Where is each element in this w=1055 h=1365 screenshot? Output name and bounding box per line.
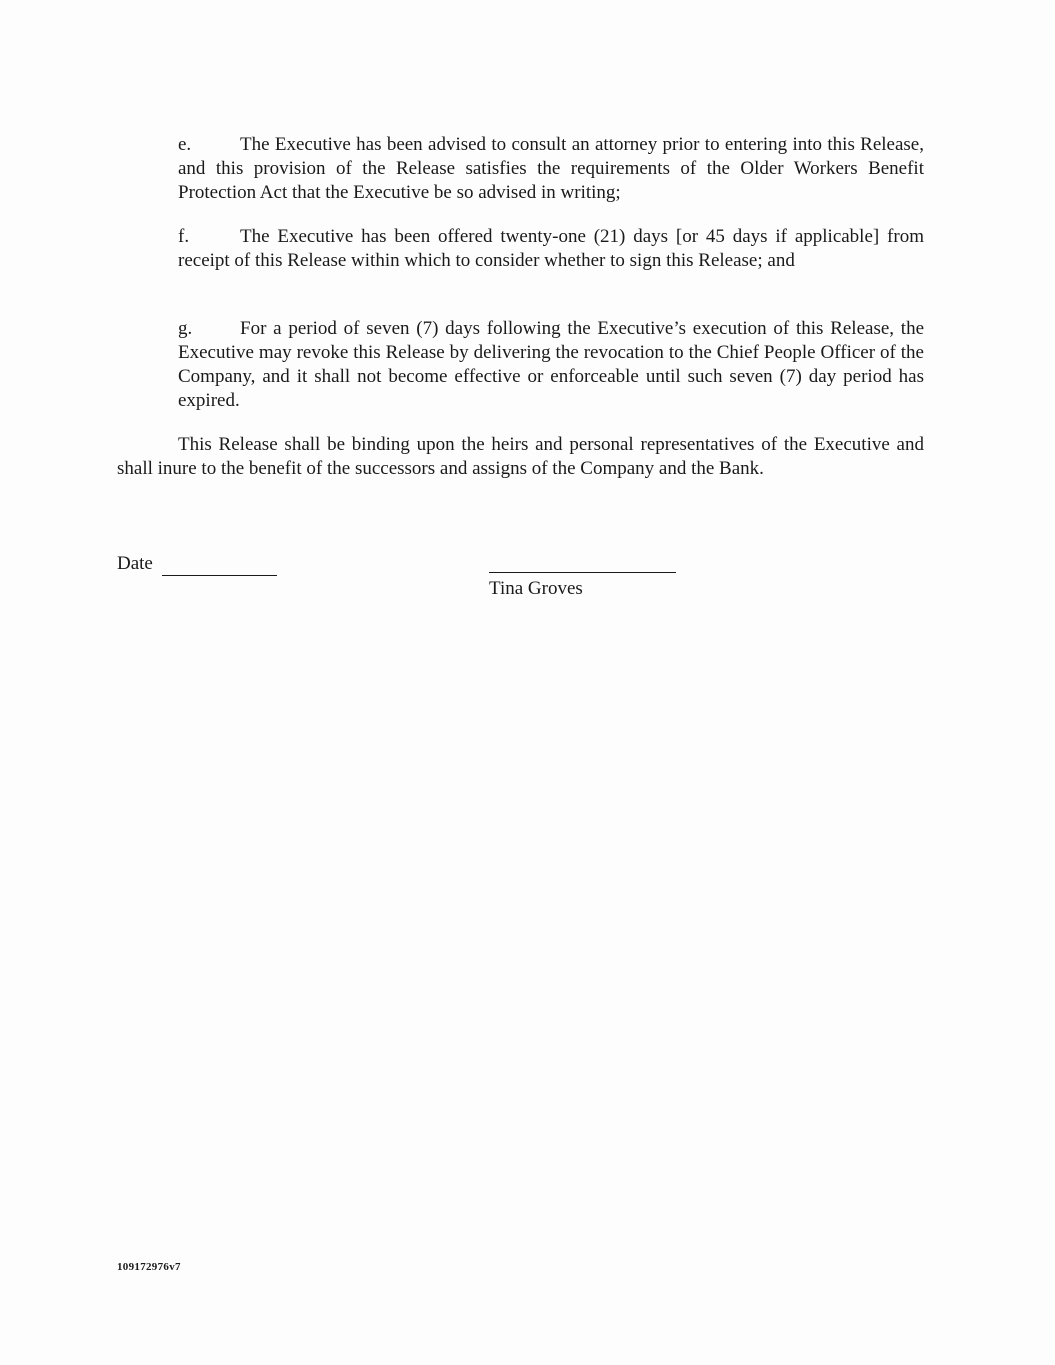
item-label: g.	[178, 318, 193, 339]
date-blank-line[interactable]	[162, 558, 277, 576]
date-field	[117, 552, 277, 576]
release-item-g	[178, 317, 924, 413]
item-text: For a period of seven (7) days following the Executive’s execution of this Release, the Executive may revoke this Release by delivering the revocation to the Chief People Officer of the Company, and it shall not become effective or enforceable until such seven (7) day period has expired.	[178, 318, 924, 411]
item-label: e.	[178, 134, 192, 155]
signer-name: Tina Groves	[489, 578, 583, 599]
date-label: Date	[117, 553, 153, 574]
item-text: The Executive has been advised to consult an attorney prior to entering into this Release, and this provision of the Release satisfies the requirements of the Older Workers Benefit Protection Act that the Executive be so advised in writing;	[178, 134, 924, 203]
item-text: The Executive has been offered twenty-one (21) days [or 45 days if applicable] from receipt of this Release within which to consider whether to sign this Release; and	[178, 226, 924, 271]
closing-paragraph: This Release shall be binding upon the heirs and personal representatives of the Executive and shall inure to the benefit of the successors and assigns of the Company and the Bank.	[117, 434, 924, 479]
release-item-e	[178, 133, 924, 205]
signature-line[interactable]	[489, 572, 676, 573]
document-id: 109172976v7	[117, 1261, 181, 1273]
item-label: f.	[178, 226, 190, 247]
release-item-f	[178, 225, 924, 273]
